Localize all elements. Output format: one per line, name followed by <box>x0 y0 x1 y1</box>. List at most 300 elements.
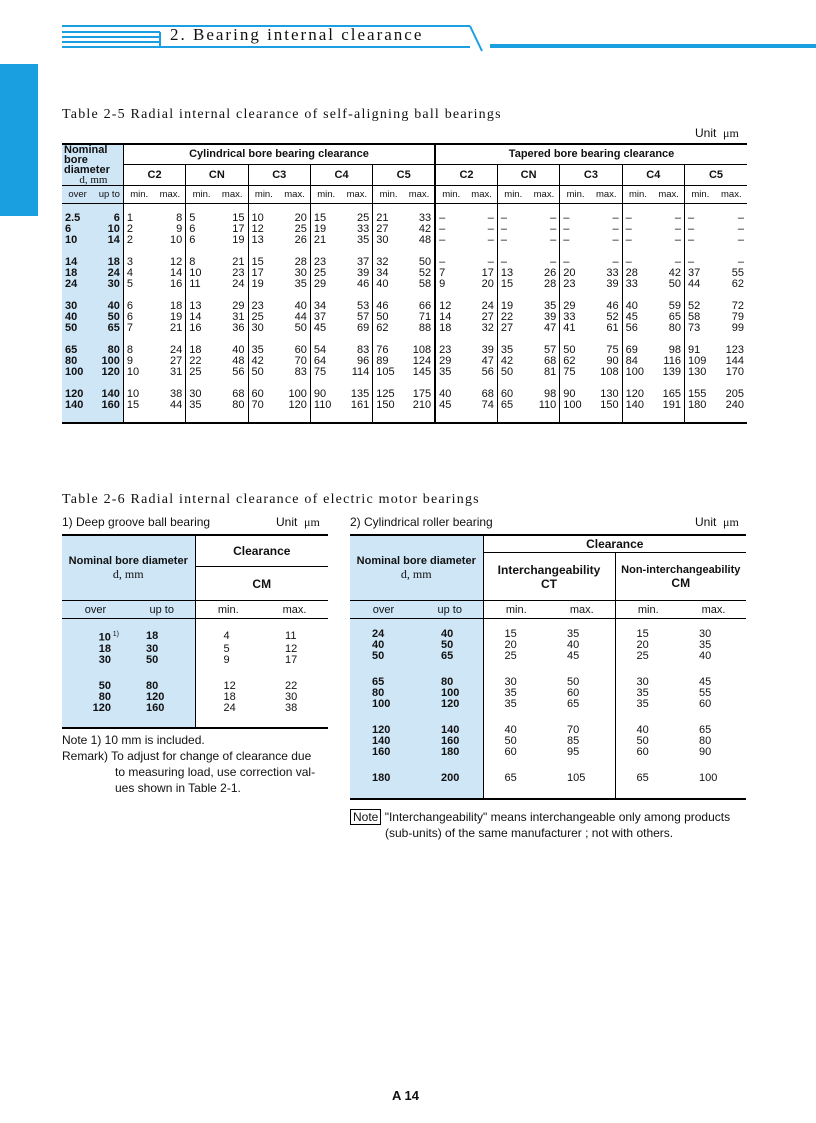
deep-groove-subtitle: 1) Deep groove ball bearing <box>62 515 211 529</box>
cell: 56 <box>622 323 653 334</box>
cell: 155 <box>684 389 715 400</box>
cell: 53 <box>356 300 370 312</box>
clearance-header-right: Clearance <box>483 535 746 553</box>
cell: 84 <box>622 356 653 367</box>
cell: 20 <box>483 640 549 651</box>
cell: 60 <box>483 747 549 758</box>
cell: 23 <box>232 267 245 279</box>
cell: – <box>560 224 591 235</box>
cm-max-header: max. <box>681 601 746 619</box>
cell: 25 <box>186 367 217 378</box>
page-number: A 14 <box>392 1088 419 1103</box>
cell: 26 <box>544 267 557 279</box>
cell: 91 <box>684 345 715 356</box>
cell: – <box>560 235 591 246</box>
cell: 99 <box>731 322 744 334</box>
non-interchangeability-header: Non-interchangeability CM <box>615 553 746 601</box>
cell: 15 <box>248 257 279 268</box>
table-row <box>62 400 747 411</box>
cell: 83 <box>294 366 307 378</box>
cell: 210 <box>412 399 432 411</box>
max-header: max. <box>653 186 684 204</box>
row-spacer <box>350 710 746 725</box>
table-row <box>350 773 746 784</box>
cell: – <box>684 257 715 268</box>
cell: 40 <box>435 389 466 400</box>
cell: 19 <box>232 234 245 246</box>
cell: 19 <box>248 279 279 290</box>
cell: 165 <box>662 388 681 400</box>
cell: 6 <box>186 235 217 246</box>
cell: 55 <box>699 687 712 699</box>
cell: 10 $^{1)}$ <box>62 629 129 644</box>
cell: 6 <box>123 312 154 323</box>
cell: 50 <box>350 651 417 662</box>
cell: 9 <box>176 223 183 235</box>
table-row <box>62 655 328 666</box>
bore-over: 140 <box>62 400 93 411</box>
table-row <box>62 389 747 400</box>
cell: – <box>497 224 528 235</box>
cell: 85 <box>567 735 580 747</box>
cell: 25 <box>483 651 549 662</box>
class-header-c5: C5 <box>373 164 435 185</box>
cell: 18 <box>129 629 195 644</box>
bore-upto: 24 <box>93 268 123 279</box>
bore-over: 18 <box>62 268 93 279</box>
row-spacer <box>350 784 746 799</box>
cell: 109 <box>684 356 715 367</box>
cell: 31 <box>232 311 245 323</box>
note-line-2: (sub-units) of the same manufacturer ; not with others. <box>385 826 674 840</box>
bore-over: 24 <box>62 279 93 290</box>
clearance-header-left: Clearance <box>195 535 328 567</box>
over-header: over <box>62 601 129 619</box>
cell: 29 <box>435 356 466 367</box>
cell: 100 <box>622 367 653 378</box>
cell: 18 <box>195 692 261 703</box>
cell: 135 <box>350 388 370 400</box>
cell: 40 <box>350 640 417 651</box>
cell: 79 <box>731 311 744 323</box>
cell: 40 <box>417 629 483 640</box>
class-header-cn: CN <box>497 164 559 185</box>
cell: 80 <box>232 399 245 411</box>
cell: 35 <box>567 628 580 640</box>
cell: 68 <box>544 355 557 367</box>
class-header-c3: C3 <box>248 164 310 185</box>
cell: 60 <box>699 698 712 710</box>
cell: 27 <box>373 224 404 235</box>
cell: 15 <box>232 212 245 224</box>
bore-upto: 100 <box>93 356 123 367</box>
cell: 42 <box>248 356 279 367</box>
cell: 40 <box>615 725 681 736</box>
cell: 25 <box>615 651 681 662</box>
cell: 69 <box>356 322 370 334</box>
cell: 50 <box>483 736 549 747</box>
cell: – <box>560 257 591 268</box>
cell: – <box>487 223 494 235</box>
cell: 70 <box>248 400 279 411</box>
cell: – <box>487 234 494 246</box>
cell: 52 <box>418 267 432 279</box>
cell: 35 <box>615 688 681 699</box>
table-row <box>350 629 746 640</box>
row-spacer <box>350 662 746 677</box>
cell: 33 <box>356 223 370 235</box>
cell: 6 <box>123 301 154 312</box>
cell: 24 <box>350 629 417 640</box>
cell: 48 <box>418 234 432 246</box>
cell: 76 <box>373 345 404 356</box>
table-row <box>62 703 328 714</box>
max-header: max. <box>155 186 186 204</box>
cell: 11 <box>285 629 297 642</box>
cell: 7 <box>435 268 466 279</box>
cell: 65 <box>483 773 549 784</box>
cell: 17 <box>232 223 245 235</box>
cell: 42 <box>418 223 432 235</box>
cell: 58 <box>684 312 715 323</box>
cell: 64 <box>310 356 341 367</box>
cell: 44 <box>169 399 183 411</box>
cell: 35 <box>483 688 549 699</box>
cell: 60 <box>567 687 580 699</box>
bore-over: 80 <box>62 356 93 367</box>
cell: 46 <box>373 301 404 312</box>
cell: 19 <box>310 224 341 235</box>
cell: 120 <box>62 703 129 714</box>
cell: 90 <box>606 355 619 367</box>
cell: 15 <box>123 400 154 411</box>
cell: – <box>435 224 466 235</box>
cell: 60 <box>294 344 307 356</box>
cell: 45 <box>699 676 712 688</box>
table-row <box>350 640 746 651</box>
cell: 30 <box>186 389 217 400</box>
cell: 16 <box>186 323 217 334</box>
chapter-side-tab <box>0 64 38 216</box>
cell: 42 <box>497 356 528 367</box>
table-row <box>62 681 328 692</box>
cell: 140 <box>417 725 483 736</box>
cm-min-header: min. <box>615 601 681 619</box>
table-row <box>62 213 747 224</box>
cell: 68 <box>232 388 245 400</box>
table-row <box>62 629 328 644</box>
cell: 8 <box>186 257 217 268</box>
bore-over: 14 <box>62 257 93 268</box>
cell: – <box>612 223 619 235</box>
table-2-6-caption: Table 2-6 Radial internal clearance of electric motor bearings <box>62 492 480 507</box>
cell: 50 <box>248 367 279 378</box>
cell: – <box>737 234 744 246</box>
min-header: min. <box>248 186 279 204</box>
cell: 180 <box>684 400 715 411</box>
cell: 45 <box>435 400 466 411</box>
cell: 144 <box>725 355 744 367</box>
cell: 9 <box>195 655 261 666</box>
cell: 30 <box>248 323 279 334</box>
cell: 57 <box>544 344 557 356</box>
row-spacer <box>350 758 746 773</box>
cell: 180 <box>350 773 417 784</box>
row-spacer <box>62 666 328 681</box>
cell: 205 <box>725 388 744 400</box>
cell: 34 <box>373 268 404 279</box>
cell: 14 <box>186 312 217 323</box>
min-header: min. <box>186 186 217 204</box>
cell: 39 <box>606 278 619 290</box>
bore-over: 30 <box>62 301 93 312</box>
cell: 125 <box>373 389 404 400</box>
cell: 23 <box>560 279 591 290</box>
cell: 90 <box>699 746 712 758</box>
cell: 140 <box>350 736 417 747</box>
table-2-6-cylindrical-roller <box>350 534 746 800</box>
cell: 105 <box>567 772 586 784</box>
cell: 50 <box>668 278 681 290</box>
cell: 160 <box>350 747 417 758</box>
cell: 88 <box>418 322 432 334</box>
cell: 15 <box>615 629 681 640</box>
cell: – <box>684 213 715 224</box>
right-note <box>350 809 730 841</box>
cell: 59 <box>668 300 681 312</box>
cell: – <box>622 213 653 224</box>
cell: 52 <box>606 311 619 323</box>
table-row <box>62 301 747 312</box>
cell: 12 <box>248 224 279 235</box>
class-header-c5: C5 <box>684 164 747 185</box>
cell: 50 <box>129 655 195 666</box>
cell: 110 <box>538 399 557 411</box>
max-header: max. <box>342 186 373 204</box>
cell: 44 <box>294 311 307 323</box>
cell: 37 <box>356 256 370 268</box>
bore-over: 6 <box>62 224 93 235</box>
cell: 240 <box>725 399 744 411</box>
row-spacer <box>62 246 747 257</box>
cell: 47 <box>481 355 494 367</box>
cell: 69 <box>622 345 653 356</box>
cell: 21 <box>232 256 245 268</box>
cell: 65 <box>615 773 681 784</box>
cm-header-left: CM <box>195 567 328 601</box>
interchangeability-header: Interchangeability CT <box>483 553 615 601</box>
cell: 74 <box>481 399 494 411</box>
cell: – <box>497 213 528 224</box>
tapered-bore-header: Tapered bore bearing clearance <box>435 144 747 164</box>
max-header: max. <box>466 186 497 204</box>
cell: 105 <box>373 367 404 378</box>
row-spacer <box>350 619 746 630</box>
cell: 33 <box>606 267 619 279</box>
table-row <box>350 677 746 688</box>
cell: 20 <box>560 268 591 279</box>
nominal-bore-header-left: Nominal bore diameter d, mm <box>62 535 195 601</box>
cylindrical-roller-unit: Unit μm <box>695 515 739 529</box>
cell: 96 <box>356 355 370 367</box>
cell: 10 <box>123 367 154 378</box>
upto-header-right: up to <box>417 601 483 619</box>
cell: 25 <box>248 312 279 323</box>
cell: 40 <box>232 344 245 356</box>
cell: 130 <box>684 367 715 378</box>
cylindrical-roller-subtitle: 2) Cylindrical roller bearing <box>350 515 493 529</box>
cell: 123 <box>725 344 744 356</box>
bore-over: 10 <box>62 235 93 246</box>
cell: 24 <box>232 278 245 290</box>
remark-line-3: ues shown in Table 2-1. <box>115 781 241 795</box>
cell: 40 <box>483 725 549 736</box>
cell: 35 <box>435 367 466 378</box>
cell: 46 <box>356 278 370 290</box>
cell: 11 <box>186 279 217 290</box>
bore-over: 65 <box>62 345 93 356</box>
cell: 47 <box>544 322 557 334</box>
cell: 45 <box>310 323 341 334</box>
cell: 150 <box>373 400 404 411</box>
cell: 21 <box>373 213 404 224</box>
cell: 35 <box>248 345 279 356</box>
page-section-title: 2. Bearing internal clearance <box>170 25 424 44</box>
cell: 68 <box>481 388 494 400</box>
cell: 12 <box>285 642 298 655</box>
cell: 72 <box>731 300 744 312</box>
header-right-rule <box>490 44 816 48</box>
cell: 100 <box>699 772 718 784</box>
cell: – <box>550 223 557 235</box>
cell: 37 <box>684 268 715 279</box>
cell: 14 <box>169 267 183 279</box>
cell: – <box>737 212 744 224</box>
table-row <box>350 736 746 747</box>
class-header-c3: C3 <box>560 164 622 185</box>
table-2-5-unit: Unit μm <box>695 126 739 140</box>
min-header: min. <box>684 186 715 204</box>
min-header: min. <box>373 186 404 204</box>
cell: 29 <box>232 300 245 312</box>
cell: 30 <box>615 677 681 688</box>
cell: – <box>560 213 591 224</box>
cell: 1 <box>123 213 154 224</box>
cell: 57 <box>356 311 370 323</box>
cell: 35 <box>497 345 528 356</box>
cell: 27 <box>169 355 183 367</box>
cell: 33 <box>418 212 432 224</box>
cell: 70 <box>294 355 307 367</box>
remark-line-1: Remark) To adjust for change of clearance due <box>62 749 312 763</box>
cell: 25 <box>356 212 370 224</box>
cell: 62 <box>560 356 591 367</box>
cell: 29 <box>310 279 341 290</box>
cell: 161 <box>350 399 370 411</box>
cell: 34 <box>310 301 341 312</box>
cell: – <box>684 224 715 235</box>
cell: 175 <box>412 388 432 400</box>
class-header-c2: C2 <box>435 164 497 185</box>
cell: 12 <box>195 681 261 692</box>
table-2-5 <box>62 143 747 424</box>
max-header: max. <box>261 601 328 619</box>
table-row <box>62 312 747 323</box>
remark-line-2: to measuring load, use correction val- <box>115 765 316 779</box>
cell: 29 <box>560 301 591 312</box>
table-row <box>350 747 746 758</box>
cell: 83 <box>356 344 370 356</box>
cell: 50 <box>560 345 591 356</box>
bore-upto: 140 <box>93 389 123 400</box>
cell: – <box>622 224 653 235</box>
cell: 8 <box>123 345 154 356</box>
class-header-c2: C2 <box>123 164 185 185</box>
cell: 108 <box>600 366 619 378</box>
ct-min-header: min. <box>483 601 549 619</box>
cell: 25 <box>310 268 341 279</box>
cell: 40 <box>373 279 404 290</box>
cell: 50 <box>417 640 483 651</box>
cell: 16 <box>169 278 183 290</box>
row-spacer <box>62 334 747 345</box>
cell: – <box>497 257 528 268</box>
min-header: min. <box>310 186 341 204</box>
cell: 21 <box>169 322 183 334</box>
row-spacer <box>62 290 747 301</box>
max-header: max. <box>716 186 747 204</box>
table-row <box>62 323 747 334</box>
cell: 45 <box>567 650 580 662</box>
cell: 13 <box>248 235 279 246</box>
cell: 75 <box>560 367 591 378</box>
cell: 80 <box>129 681 195 692</box>
min-header: min. <box>123 186 154 204</box>
cell: 31 <box>169 366 183 378</box>
table-row <box>62 367 747 378</box>
cell: 50 <box>62 681 129 692</box>
nominal-bore-header-right: Nominal bore diameter d, mm <box>350 535 483 601</box>
cell: 28 <box>294 256 307 268</box>
cell: – <box>737 223 744 235</box>
cell: 58 <box>418 278 432 290</box>
cell: 8 <box>176 212 183 224</box>
cell: 80 <box>350 688 417 699</box>
cell: 40 <box>567 639 580 651</box>
class-header-cn: CN <box>186 164 248 185</box>
cell: – <box>435 235 466 246</box>
cell: 170 <box>725 366 744 378</box>
cell: 50 <box>418 256 432 268</box>
cell: 108 <box>412 344 432 356</box>
cell: 56 <box>232 366 245 378</box>
table-row <box>62 268 747 279</box>
cell: 30 <box>294 267 307 279</box>
cell: 30 <box>62 655 129 666</box>
cell: 18 <box>435 323 466 334</box>
row-spacer <box>62 714 328 728</box>
cell: 19 <box>497 301 528 312</box>
bore-upto: 30 <box>93 279 123 290</box>
cell: 39 <box>356 267 370 279</box>
cell: 13 <box>497 268 528 279</box>
max-header: max. <box>529 186 560 204</box>
upto-header: up to <box>93 186 123 204</box>
table-row <box>62 692 328 703</box>
bore-upto: 120 <box>93 367 123 378</box>
cell: 12 <box>169 256 183 268</box>
cell: – <box>550 212 557 224</box>
